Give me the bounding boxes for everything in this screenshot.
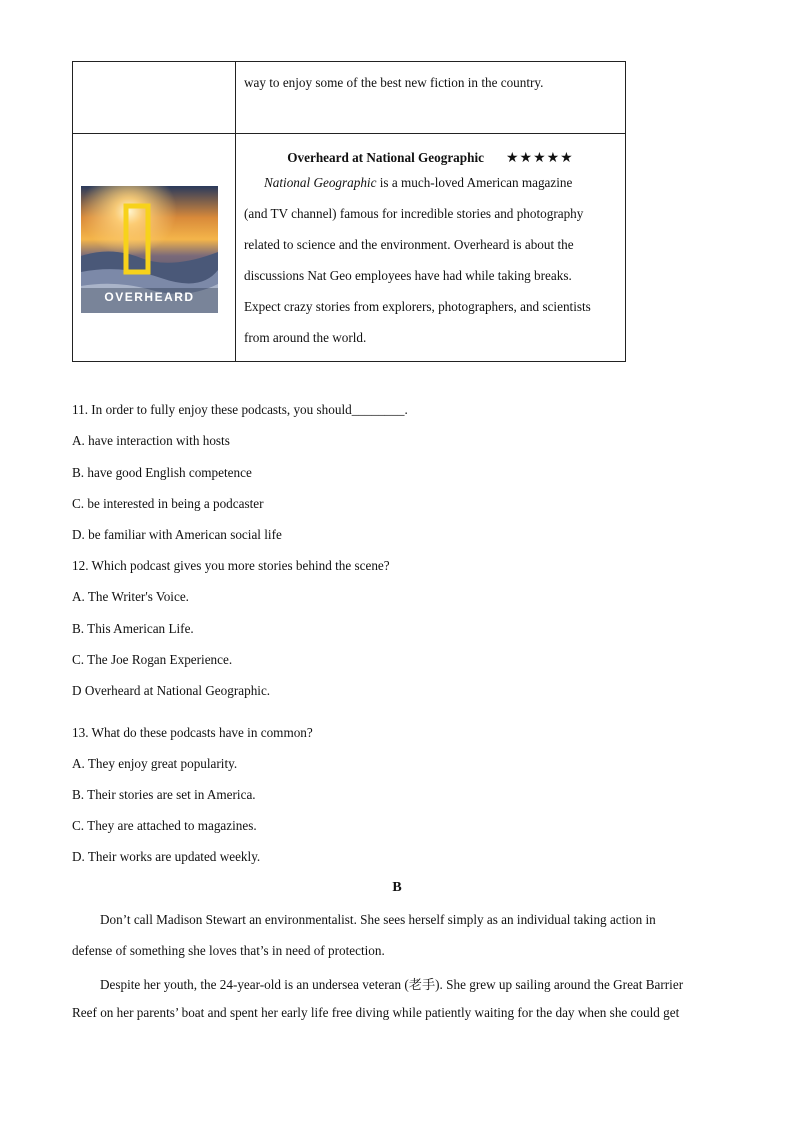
magazine-name: National Geographic (264, 175, 377, 190)
description-line: from around the world. (244, 330, 367, 345)
description-cell (236, 62, 626, 134)
option: C. They are attached to magazines. (72, 818, 257, 833)
section-heading: B (392, 880, 402, 895)
option: D. Their works are updated weekly. (72, 849, 261, 864)
option: C. The Joe Rogan Experience. (72, 652, 233, 667)
option: A. They enjoy great popularity. (72, 756, 238, 771)
rating-stars: ★★★★★ (505, 151, 574, 166)
option: A. The Writer's Voice. (72, 589, 189, 604)
option: C. be interested in being a podcaster (72, 496, 264, 511)
description-line: discussions Nat Geo employees have had while taking breaks. (244, 268, 572, 283)
description-line: National Geographic is a much-loved American magazine (264, 175, 573, 190)
overheard-podcast-cover (81, 186, 218, 313)
passage-line: defense of something she loves that’s in need of protection. (72, 943, 385, 958)
cover-label: OVERHEARD (104, 290, 195, 304)
option: B. have good English competence (72, 465, 252, 480)
image-cell-empty (73, 62, 236, 134)
option: B. Their stories are set in America. (72, 787, 256, 802)
option: A. have interaction with hosts (72, 433, 230, 448)
passage-line: Despite her youth, the 24-year-old is an undersea veteran (老手). She grew up sailing around the Great Barrier (100, 977, 684, 992)
description-cell (236, 134, 626, 362)
passage-line: Reef on her parents’ boat and spent her early life free diving while patiently waiting for the day when she could get (72, 1005, 680, 1020)
passage-line: Don’t call Madison Stewart an environmentalist. She sees herself simply as an individual taking action in (100, 912, 656, 927)
option: B. This American Life. (72, 621, 194, 636)
question-stem: 11. In order to fully enjoy these podcasts, you should________. (72, 402, 408, 417)
question-stem: 12. Which podcast gives you more stories behind the scene? (72, 558, 390, 573)
question-stem: 13. What do these podcasts have in common? (72, 725, 313, 740)
row1-text: way to enjoy some of the best new fiction in the country. (244, 75, 544, 90)
podcast-title-text: Overheard at National Geographic (287, 150, 484, 165)
description-line: (and TV channel) famous for incredible stories and photography (244, 206, 584, 221)
description-line: Expect crazy stories from explorers, photographers, and scientists (244, 299, 591, 314)
option: D. be familiar with American social life (72, 527, 282, 542)
description-line: related to science and the environment. Overheard is about the (244, 237, 574, 252)
option: D Overheard at National Geographic. (72, 683, 271, 698)
